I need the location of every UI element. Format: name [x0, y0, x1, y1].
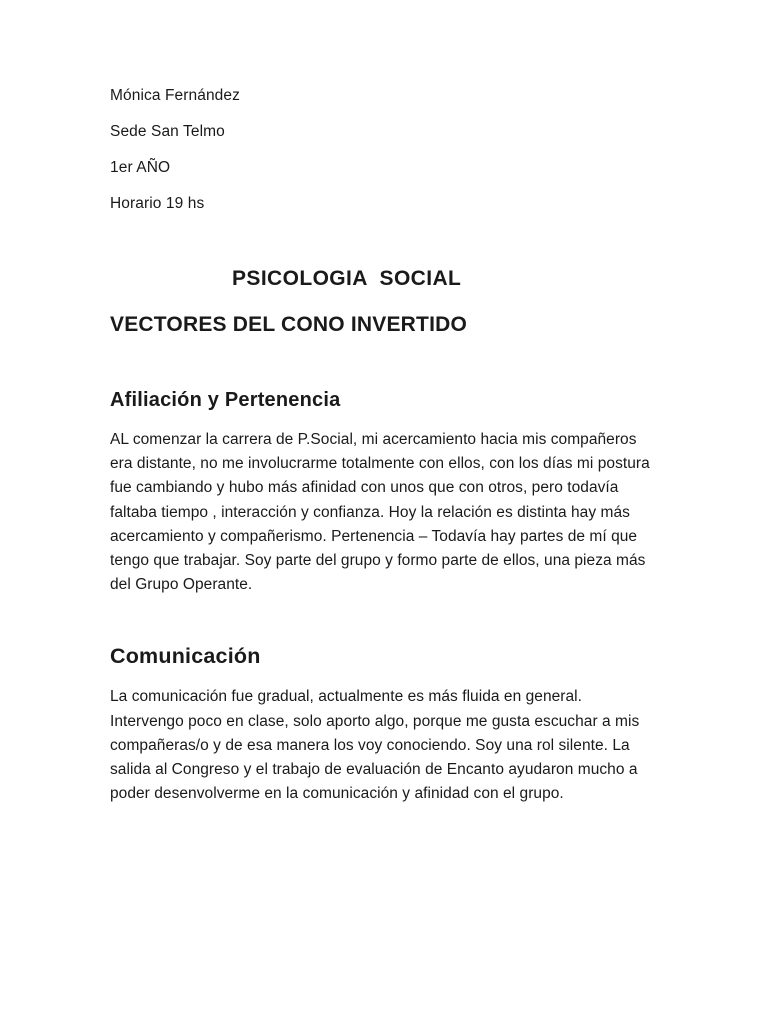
section-paragraph: La comunicación fue gradual, actualmente es más fluida en general. Intervengo poco en clase, solo aporto algo, porque me gusta escuchar a mis compañeras/o y de esa manera los voy conociendo. Soy una rol silente. La salida al Congreso y el trabajo de evaluación de Encanto ayudaron mucho a poder desenvolverme en la comunicación y afinidad con el grupo.	[110, 688, 640, 803]
author-name: Mónica Fernández	[110, 87, 240, 104]
class-schedule: Horario 19 hs	[110, 195, 205, 212]
subject-title: PSICOLOGIA SOCIAL	[232, 267, 462, 290]
document-content	[110, 84, 658, 806]
header-block	[110, 84, 658, 216]
section-heading: Afiliación y Pertenencia	[110, 389, 341, 411]
section-heading: Comunicación	[110, 644, 261, 669]
document-title: VECTORES DEL CONO INVERTIDO	[110, 313, 468, 336]
course-year: 1er AÑO	[110, 159, 171, 176]
section-paragraph: AL comenzar la carrera de P.Social, mi acercamiento hacia mis compañeros era distante, no me involucrarme totalmente con ellos, con los días mi postura fue cambiando y hubo más afinidad con unos que con otros, pero todavía faltaba tiempo , interacción y confianza. Hoy la relación es distinta hay más acercamiento y compañerismo. Pertenencia – Todavía hay partes de mí que tengo que trabajar. Soy parte del grupo y formo parte de ellos, una pieza más del Grupo Operante.	[110, 431, 650, 594]
section-affiliation	[110, 386, 658, 597]
campus-name: Sede San Telmo	[110, 123, 225, 140]
section-communication	[110, 641, 658, 806]
